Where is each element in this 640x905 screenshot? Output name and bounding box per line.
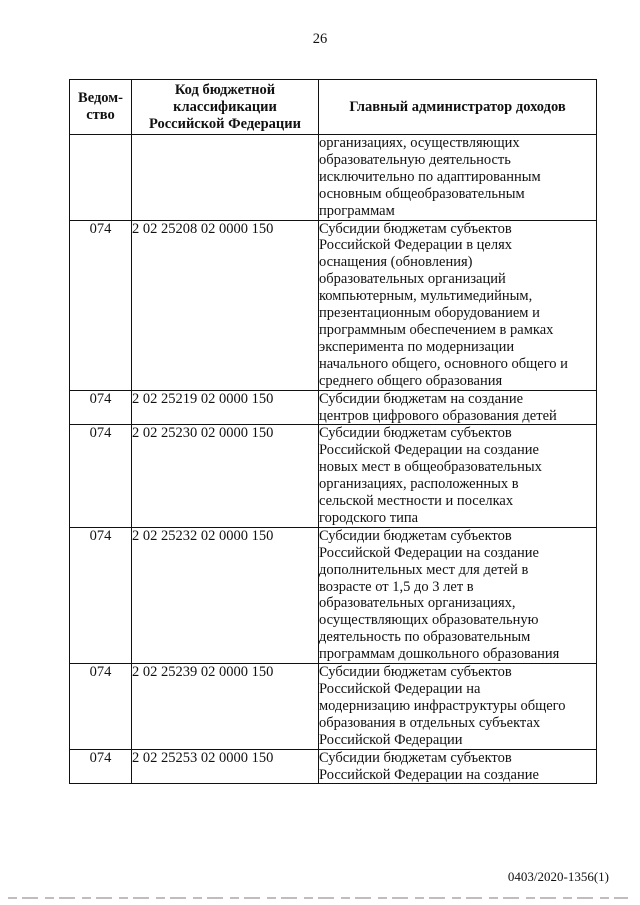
header-dept: Ведом- ство	[70, 80, 132, 135]
description-cell: организациях, осуществляющих образовательную деятельность исключительно по адаптированным основным общеобразовательным программам	[319, 135, 597, 221]
header-admin: Главный администратор доходов	[319, 80, 597, 135]
description-cell: Субсидии бюджетам на создание центров цифрового образования детей	[319, 390, 597, 425]
table-row	[70, 220, 597, 390]
code-cell	[132, 135, 319, 221]
table-row	[70, 390, 597, 425]
header-code: Код бюджетной классификации Российской Федерации	[132, 80, 319, 135]
code-cell: 2 02 25232 02 0000 150	[132, 527, 319, 663]
code-cell: 2 02 25253 02 0000 150	[132, 749, 319, 784]
code-cell: 2 02 25230 02 0000 150	[132, 425, 319, 527]
dept-cell: 074	[70, 220, 132, 390]
description-cell: Субсидии бюджетам субъектов Российской Федерации на создание дополнительных мест для детей в возрасте от 1,5 до 3 лет в образовательных организациях, осуществляющих образовательную деятельность по образовательным программам дошкольного образования	[319, 527, 597, 663]
table-body	[70, 135, 597, 784]
revenue-admin-table	[69, 79, 597, 784]
table-row	[70, 664, 597, 750]
table-row	[70, 135, 597, 221]
description-cell: Субсидии бюджетам субъектов Российской Федерации на создание новых мест в общеобразовательных организациях, расположенных в сельской местности и поселках городского типа	[319, 425, 597, 527]
code-cell: 2 02 25239 02 0000 150	[132, 664, 319, 750]
dept-cell: 074	[70, 425, 132, 527]
table-row	[70, 749, 597, 784]
page-number: 26	[312, 31, 328, 47]
dept-cell: 074	[70, 527, 132, 663]
dept-cell	[70, 135, 132, 221]
table-row	[70, 527, 597, 663]
code-cell: 2 02 25208 02 0000 150	[132, 220, 319, 390]
dept-cell: 074	[70, 390, 132, 425]
description-cell: Субсидии бюджетам субъектов Российской Федерации в целях оснащения (обновления) образовательных организаций компьютерным, мультимедийным, презентационным оборудованием и программным обеспечением в рамках эксперимента по модернизации начального общего, основного общего и среднего общего образования	[319, 220, 597, 390]
table-header-row	[70, 80, 597, 135]
document-registration-code: 0403/2020-1356(1)	[507, 869, 609, 884]
scan-artifact-line	[8, 897, 628, 899]
description-cell: Субсидии бюджетам субъектов Российской Федерации на модернизацию инфраструктуры общего образования в отдельных субъектах Российской Федерации	[319, 664, 597, 750]
table-row	[70, 425, 597, 527]
dept-cell: 074	[70, 749, 132, 784]
dept-cell: 074	[70, 664, 132, 750]
description-cell: Субсидии бюджетам субъектов Российской Федерации на создание	[319, 749, 597, 784]
code-cell: 2 02 25219 02 0000 150	[132, 390, 319, 425]
